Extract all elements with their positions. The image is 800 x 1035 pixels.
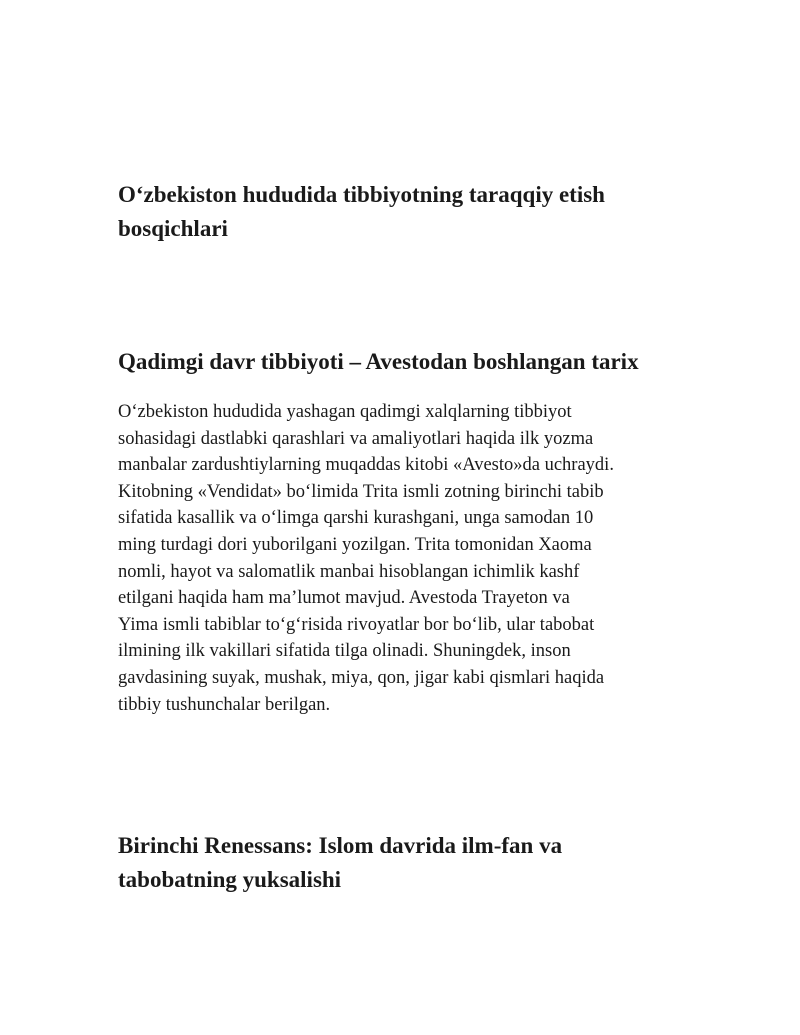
paragraph-line: gavdasining suyak, mushak, miya, qon, jigar kabi qismlari haqida	[118, 667, 605, 688]
paragraph-line: etilgani haqida ham ma’lumot mavjud. Avestoda Trayeton va	[118, 588, 570, 609]
paragraph-line: sohasidagi dastlabki qarashlari va amaliyotlari haqida ilk yozma	[118, 428, 594, 449]
paragraph-line: Yima ismli tabiblar to‘g‘risida rivoyatlar bor bo‘lib, ular tabobat	[118, 614, 595, 635]
document-title	[118, 178, 678, 246]
title-line: O‘zbekiston hududida tibbiyotning taraqqiy etish	[118, 182, 605, 207]
paragraph-line: manbalar zardushtiylarning muqaddas kitobi «Avesto»da uchraydi.	[118, 455, 614, 476]
paragraph-line: ilmining ilk vakillari sifatida tilga olinadi. Shuningdek, inson	[118, 641, 571, 662]
section-heading-first-renaissance	[118, 829, 678, 897]
paragraph-line: Kitobning «Vendidat» bo‘limida Trita ismli zotning birinchi tabib	[118, 481, 604, 502]
section-heading-ancient-medicine: Qadimgi davr tibbiyoti – Avestodan boshlangan tarix	[118, 349, 639, 374]
paragraph-line: nomli, hayot va salomatlik manbai hisoblangan ichimlik kashf	[118, 561, 580, 582]
title-line: bosqichlari	[118, 216, 228, 241]
heading-line: tabobatning yuksalishi	[118, 867, 342, 892]
paragraph-line: sifatida kasallik va o‘limga qarshi kurashgani, unga samodan 10	[118, 508, 594, 529]
paragraph-line: O‘zbekiston hududida yashagan qadimgi xalqlarning tibbiyot	[118, 402, 572, 422]
paragraph-line: tibbiy tushunchalar berilgan.	[118, 694, 331, 715]
section-paragraph-avesto	[118, 399, 693, 718]
heading-line: Birinchi Renessans: Islom davrida ilm-fan va	[118, 833, 563, 858]
paragraph-line: ming turdagi dori yuborilgani yozilgan. Trita tomonidan Xaoma	[118, 534, 592, 555]
